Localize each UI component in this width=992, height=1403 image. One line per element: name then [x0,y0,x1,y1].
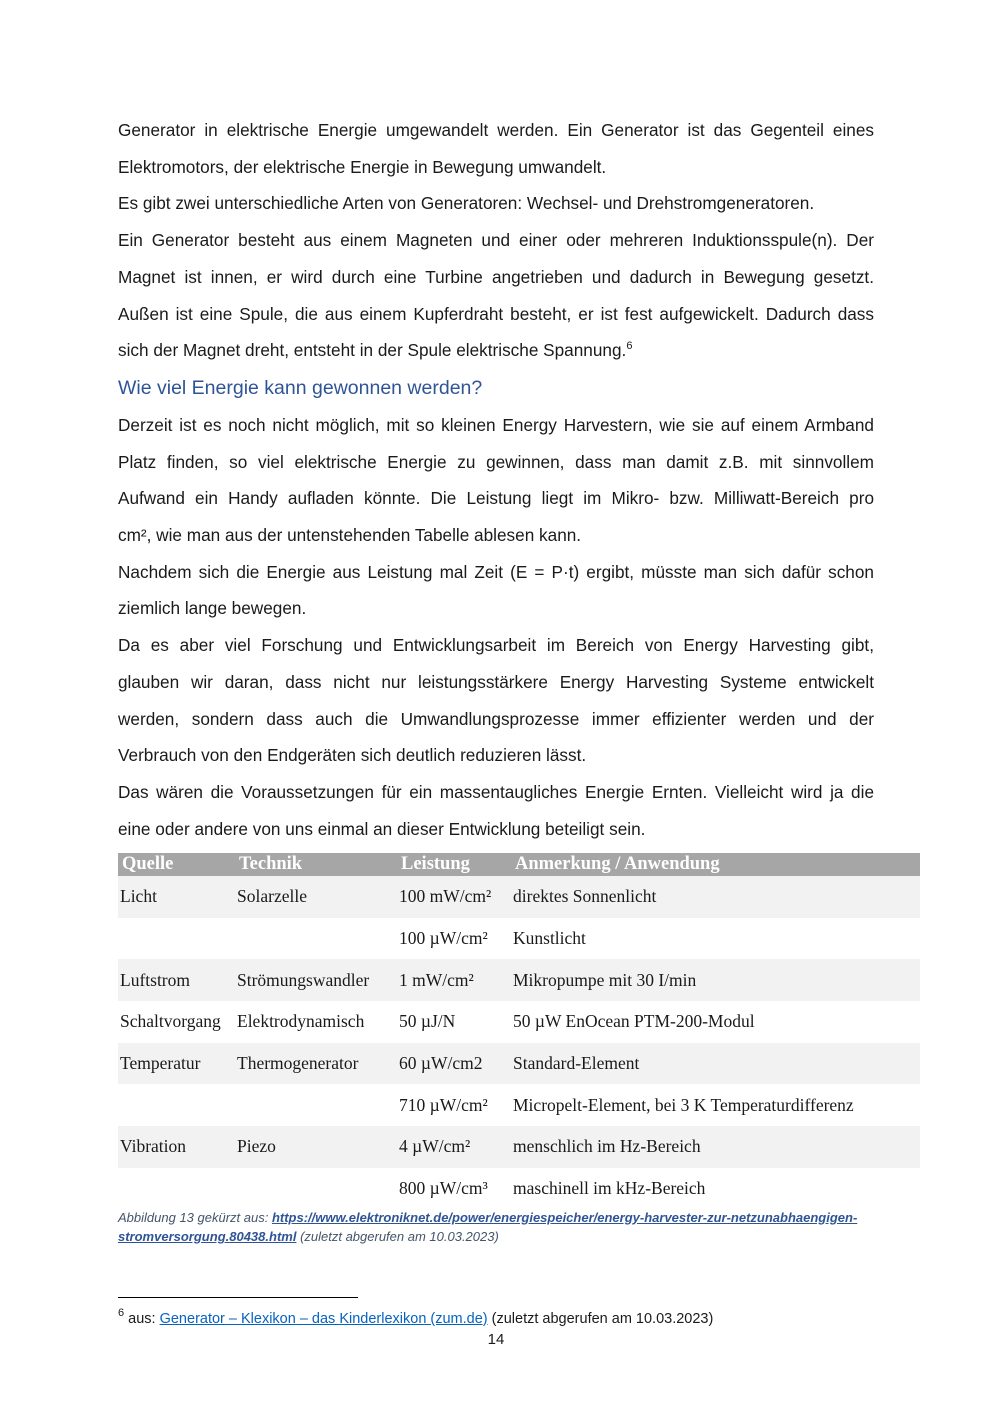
text-line: Es gibt zwei unterschiedliche Arten von Generatoren: Wechsel- und Drehstromgeneratoren. [118,193,815,214]
text-line: Das wären die Voraussetzungen für ein massentaugliches Energie Ernten. Vielleicht wird ja die [118,781,874,802]
table-row [118,1084,920,1126]
text-line: Platz finden, so viel elektrische Energie zu gewinnen, dass man damit z.B. mit sinnvollem [118,451,874,472]
text-line: Nachdem sich die Energie aus Leistung mal Zeit (E = P·t) ergibt, müsste man sich dafür schon [118,561,874,582]
table-cell: Temperatur [118,1043,235,1085]
table-row [118,876,920,918]
table-cell: menschlich im Hz-Bereich [511,1126,920,1168]
footnote-link[interactable]: Generator – Klexikon – das Kinderlexikon (zum.de) [159,1311,488,1327]
energy-harvesting-table [118,853,920,1210]
table-cell: 50 µJ/N [399,1011,456,1032]
table-row [118,1043,920,1085]
caption-prefix: Abbildung 13 gekürzt aus: [118,1210,272,1225]
table-cell: 800 µW/cm³ [399,1178,488,1199]
caption-link-line1: https://www.elektroniknet.de/power/energiespeicher/energy-harvester-zur-netzunabhaengigen- [271,1210,858,1225]
footnote-suffix: (zuletzt abgerufen am 10.03.2023) [487,1311,714,1327]
table-row [118,918,920,960]
footnote-reference[interactable]: 6 [626,340,633,353]
column-header-leistung: Leistung [397,853,511,876]
table-cell: maschinell im kHz-Bereich [513,1178,706,1199]
column-header-quelle: Quelle [118,853,235,876]
footnote [118,1309,713,1329]
table-cell: 710 µW/cm² [399,1094,488,1115]
text-line: Elektromotors, der elektrische Energie in Bewegung umwandelt. [118,156,607,177]
paragraph-energy-formula [118,554,874,627]
table-cell [235,1084,397,1126]
footnote-number: 6 [118,1307,125,1319]
column-header-anmerkung: Anmerkung / Anwendung [511,853,920,876]
table-cell: Licht [118,876,235,918]
table-cell: Luftstrom [118,959,235,1001]
text-line [118,332,874,369]
table-row [118,1001,920,1043]
footnote-prefix: aus: [124,1311,160,1327]
table-cell [235,1168,397,1210]
paragraph-energy-current [118,407,874,554]
table-cell: 100 µW/cm² [399,928,488,949]
document-body [118,112,874,847]
table-cell: 4 µW/cm² [397,1126,511,1168]
paragraph-outlook [118,774,874,847]
table-cell [118,1168,235,1210]
table-cell: Mikropumpe mit 30 I/min [511,959,920,1001]
table-cell: Standard-Element [511,1043,920,1085]
text-line: Derzeit ist es noch nicht möglich, mit so kleinen Energy Harvestern, wie sie auf einem Armband [118,414,874,435]
table-cell: 1 mW/cm² [397,959,511,1001]
text-line: Generator in elektrische Energie umgewandelt werden. Ein Generator ist das Gegenteil eines [118,120,874,140]
text-line: werden, sondern dass auch die Umwandlungsprozesse immer effizienter werden und der [118,708,874,729]
page-number: 14 [487,1331,505,1348]
table-row [118,1168,920,1210]
table-header-row [118,853,920,876]
text-line: ziemlich lange bewegen. [118,598,307,619]
table-cell: Micropelt-Element, bei 3 K Temperaturdifferenz [513,1094,854,1115]
text-line: glauben wir daran, dass nicht nur leistungsstärkere Energy Harvesting Systeme entwickelt [118,671,874,692]
table-cell [118,918,235,960]
text-line: Da es aber viel Forschung und Entwicklungsarbeit im Bereich von Energy Harvesting gibt, [118,635,874,656]
column-header-technik: Technik [235,853,397,876]
table-row [118,1126,920,1168]
table-cell: Vibration [118,1126,235,1168]
text-line: Ein Generator besteht aus einem Magneten und einer oder mehreren Induktionsspule(n). Der [118,230,874,251]
text-line: Magnet ist innen, er wird durch eine Turbine angetrieben und dadurch in Bewegung gesetzt. [118,266,874,287]
text-line: Verbrauch von den Endgeräten sich deutlich reduzieren lässt. [118,745,587,766]
table-cell: direktes Sonnenlicht [511,876,920,918]
caption-suffix: (zuletzt abgerufen am 10.03.2023) [296,1229,499,1244]
table-cell: Elektrodynamisch [237,1011,365,1032]
table-cell: Strömungswandler [235,959,397,1001]
text-line: Aufwand ein Handy aufladen könnte. Die Leistung liegt im Mikro- bzw. Milliwatt-Bereich pro [118,488,874,509]
text-line: Außen ist eine Spule, die aus einem Kupferdraht besteht, er ist fest aufgewickelt. Dadurch dass [118,303,874,324]
text-line-content: sich der Magnet dreht, entsteht in der Spule elektrische Spannung. [118,340,627,361]
footnote-separator [118,1297,358,1298]
table-cell: Piezo [235,1126,397,1168]
paragraph-research [118,627,874,774]
table-cell: Schaltvorgang [120,1011,221,1032]
table-cell: 60 µW/cm2 [397,1043,511,1085]
paragraph-generator-types [118,185,874,369]
caption-link-line2: stromversorgung.80438.html [118,1229,297,1244]
table-cell: 50 µW EnOcean PTM-200-Modul [513,1011,755,1032]
table-cell [235,918,397,960]
table-cell: Thermogenerator [235,1043,397,1085]
table-cell: 100 mW/cm² [397,876,511,918]
section-heading: Wie viel Energie kann gewonnen werden? [118,376,483,399]
text-line: eine oder andere von uns einmal an dieser Entwicklung beteiligt sein. [118,818,646,839]
paragraph-generator-intro [118,112,874,185]
table-cell: Kunstlicht [513,928,586,949]
table-cell [118,1084,235,1126]
table-cell: Solarzelle [235,876,397,918]
text-line: cm², wie man aus der untenstehenden Tabelle ablesen kann. [118,525,582,546]
table-caption [118,1208,878,1246]
table-row [118,959,920,1001]
